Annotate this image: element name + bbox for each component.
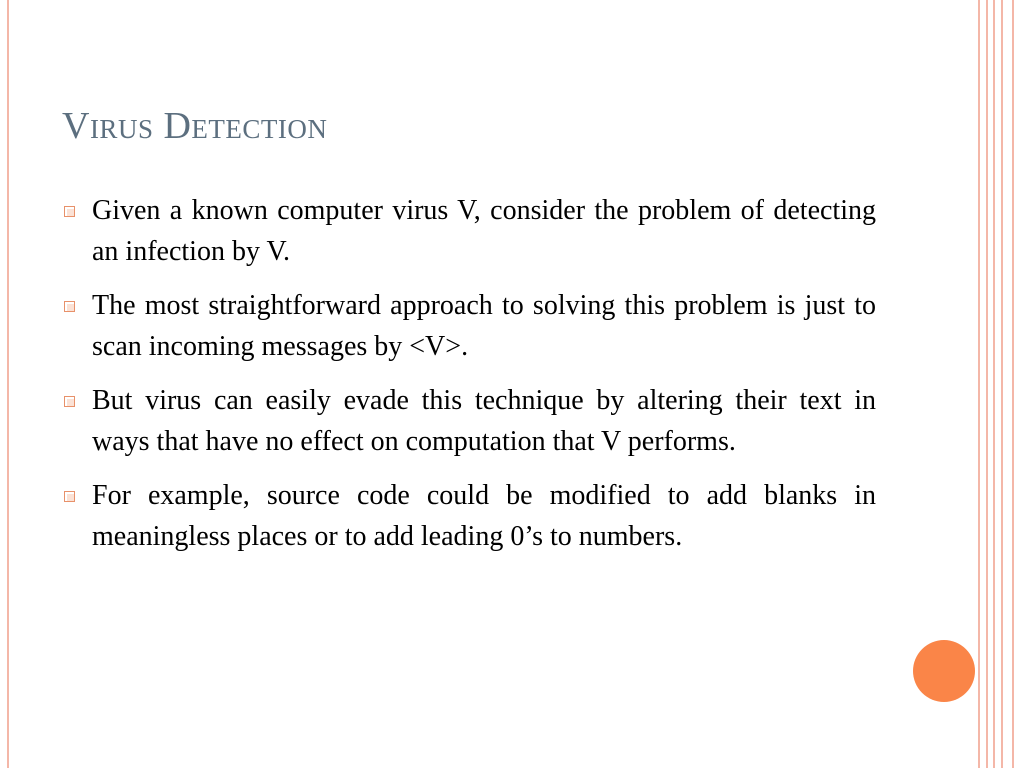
- square-bullet-icon: [64, 396, 75, 407]
- slide-title: Virus Detection: [62, 105, 328, 147]
- frame-line-right: [1012, 0, 1014, 768]
- list-item: [64, 285, 876, 367]
- bullet-text: Given a known computer virus V, consider the problem of detecting an infection by V.: [92, 195, 876, 267]
- list-item: [64, 190, 876, 272]
- square-bullet-icon: [64, 491, 75, 502]
- orange-circle-decoration: [913, 640, 975, 702]
- list-item: [64, 380, 876, 462]
- bullet-text: For example, source code could be modified to add blanks in meaningless places or to add leading 0’s to numbers.: [92, 480, 876, 552]
- square-bullet-icon: [64, 206, 75, 217]
- bullet-text: But virus can easily evade this technique by altering their text in ways that have no effect on computation that V performs.: [92, 385, 876, 457]
- square-bullet-icon: [64, 301, 75, 312]
- frame-line-right: [993, 0, 995, 768]
- frame-line-right: [1001, 0, 1003, 768]
- frame-line-right: [986, 0, 988, 768]
- list-item: [64, 475, 876, 557]
- bullet-text: The most straightforward approach to solving this problem is just to scan incoming messages by <V>.: [92, 290, 876, 362]
- bullet-list: [64, 190, 876, 570]
- frame-line-left: [7, 0, 9, 768]
- frame-line-right: [978, 0, 980, 768]
